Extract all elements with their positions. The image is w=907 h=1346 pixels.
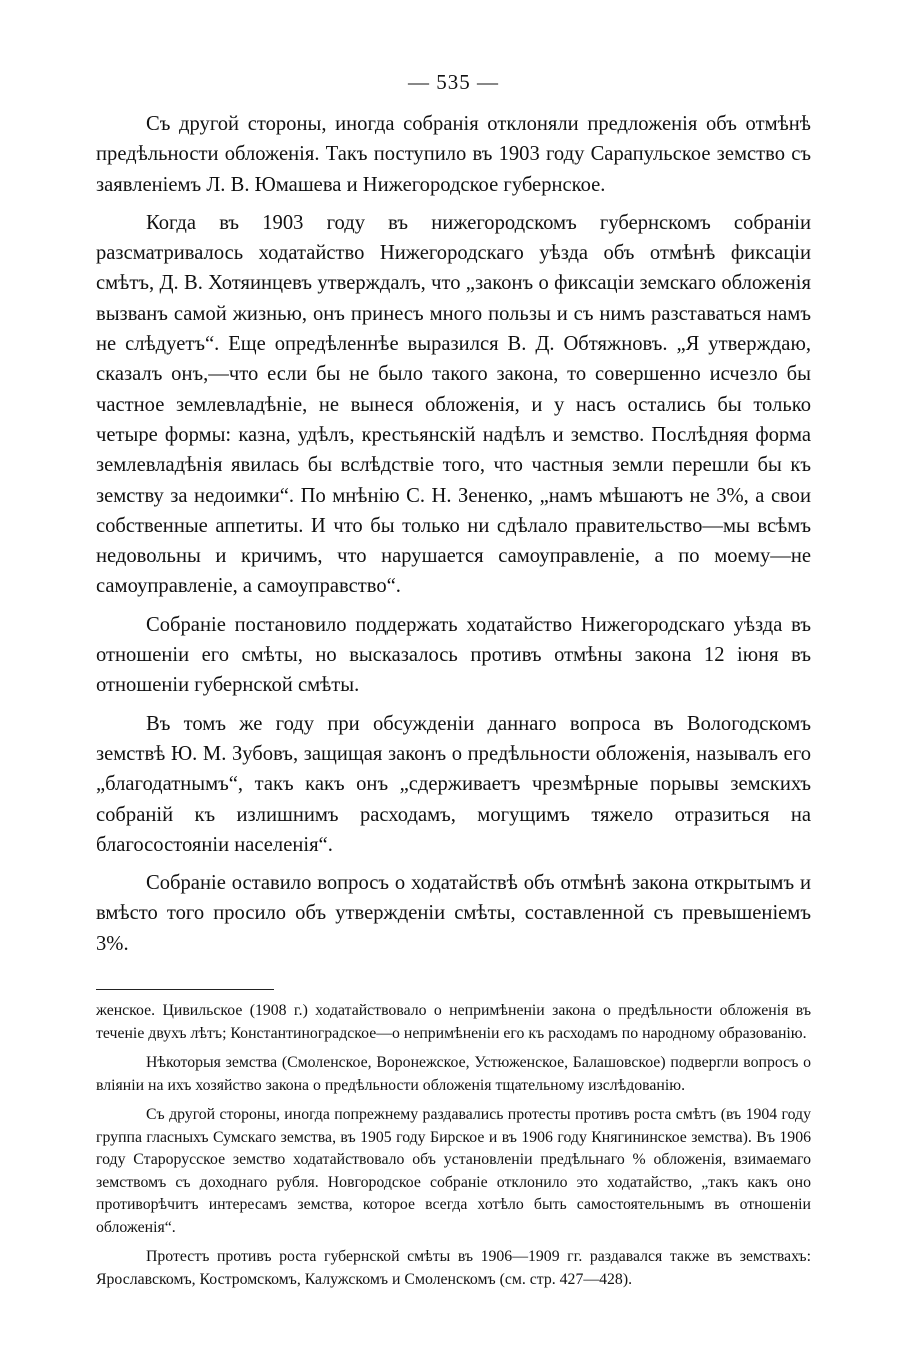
footnote-paragraph: Нѣкоторыя земства (Смоленское, Воронежское, Устюженское, Балашовское) подвергли вопросъ о вліяніи на ихъ хозяйство закона о предѣльности обложенія тщательному изслѣдованію.: [96, 1054, 811, 1094]
footnote-paragraph: Протестъ противъ роста губернской смѣты въ 1906—1909 гг. раздавался также въ земствахъ: Ярославскомъ, Костромскомъ, Калужскомъ и Смоленскомъ (см. стр. 427—428).: [96, 1248, 811, 1288]
paragraph: Собраніе постановило поддержать ходатайство Нижегородскаго уѣзда въ отношеніи его смѣты, но высказалось противъ отмѣны закона 12 іюня въ отношеніи губернской смѣты.: [96, 613, 811, 697]
footnotes: [96, 1000, 811, 1291]
footnote-paragraph: Съ другой стороны, иногда попрежнему раздавались протесты противъ роста смѣтъ (въ 1904 году группа гласныхъ Сумскаго земства, въ 1905 году Бирское и въ 1906 году Княгининское земства). Въ 1906 году Старорусское земство ходатайствовало объ установленіи предѣльнаго % обложенія, взимаемаго земствомъ съ доходнаго рубля. Новгородское собраніе отклонило это ходатайство, „такъ какъ оно противорѣчитъ интересамъ земства, которое всегда хотѣло быть самостоятельнымъ въ отношеніи обложенія“.: [96, 1106, 811, 1236]
paragraph: Когда въ 1903 году въ нижегородскомъ губернскомъ собраніи разсматривалось ходатайство Нижегородскаго уѣзда объ отмѣнѣ фиксаціи смѣтъ, Д. В. Хотяинцевъ утверждалъ, что „законъ о фиксаціи земскаго обложенія вызванъ самой жизнью, онъ принесъ много пользы и съ нимъ разставаться намъ не слѣдуетъ“. Еще опредѣленнѣе выразился В. Д. Обтяжновъ. „Я утверждаю, сказалъ онъ,—что если бы не было такого закона, то совершенно исчезло бы частное землевладѣніе, не вынеся обложенія, и у насъ остались бы только четыре формы: казна, удѣлъ, крестьянскій надѣлъ и земство. Послѣдняя форма землевладѣнія явилась бы вслѣдствіе того, что частныя земли перешли бы къ земству за недоимки“. По мнѣнію С. Н. Зененко, „намъ мѣшаютъ не 3%, а свои собственные аппетиты. И что бы только ни сдѣлало правительство—мы всѣмъ недовольны и кричимъ, что нарушается самоуправленіе, а по моему—не самоуправленіе, а самоуправство“.: [96, 211, 811, 598]
paragraph: Съ другой стороны, иногда собранія отклоняли предложенія объ отмѣнѣ предѣльности обложенія. Такъ поступило въ 1903 году Сарапульское земство съ заявленіемъ Л. В. Юмашева и Нижегородское губернское.: [96, 113, 811, 196]
footnote-divider: [96, 989, 274, 990]
paragraph: Собраніе оставило вопросъ о ходатайствѣ объ отмѣнѣ закона открытымъ и вмѣсто того просило объ утвержденіи смѣты, составленной съ превышеніемъ 3%.: [96, 872, 811, 955]
footnote-continuation: женское. Цивильское (1908 г.) ходатайствовало о непримѣненіи закона о предѣльности обложенія въ теченіе двухъ лѣтъ; Константиноградское—о непримѣненіи его къ расходамъ по народному образованію.: [96, 1002, 811, 1042]
main-text: [96, 109, 811, 959]
page-number: — 535 —: [408, 70, 499, 94]
paragraph: Въ томъ же году при обсужденіи даннаго вопроса въ Вологодскомъ земствѣ Ю. М. Зубовъ, защищая законъ о предѣльности обложенія, называлъ его „благодатнымъ“, такъ какъ онъ „сдерживаетъ чрезмѣрные порывы земскихъ собраній къ излишнимъ расходамъ, могущимъ тяжело отразиться на благосостояніи населенія“.: [96, 712, 811, 856]
